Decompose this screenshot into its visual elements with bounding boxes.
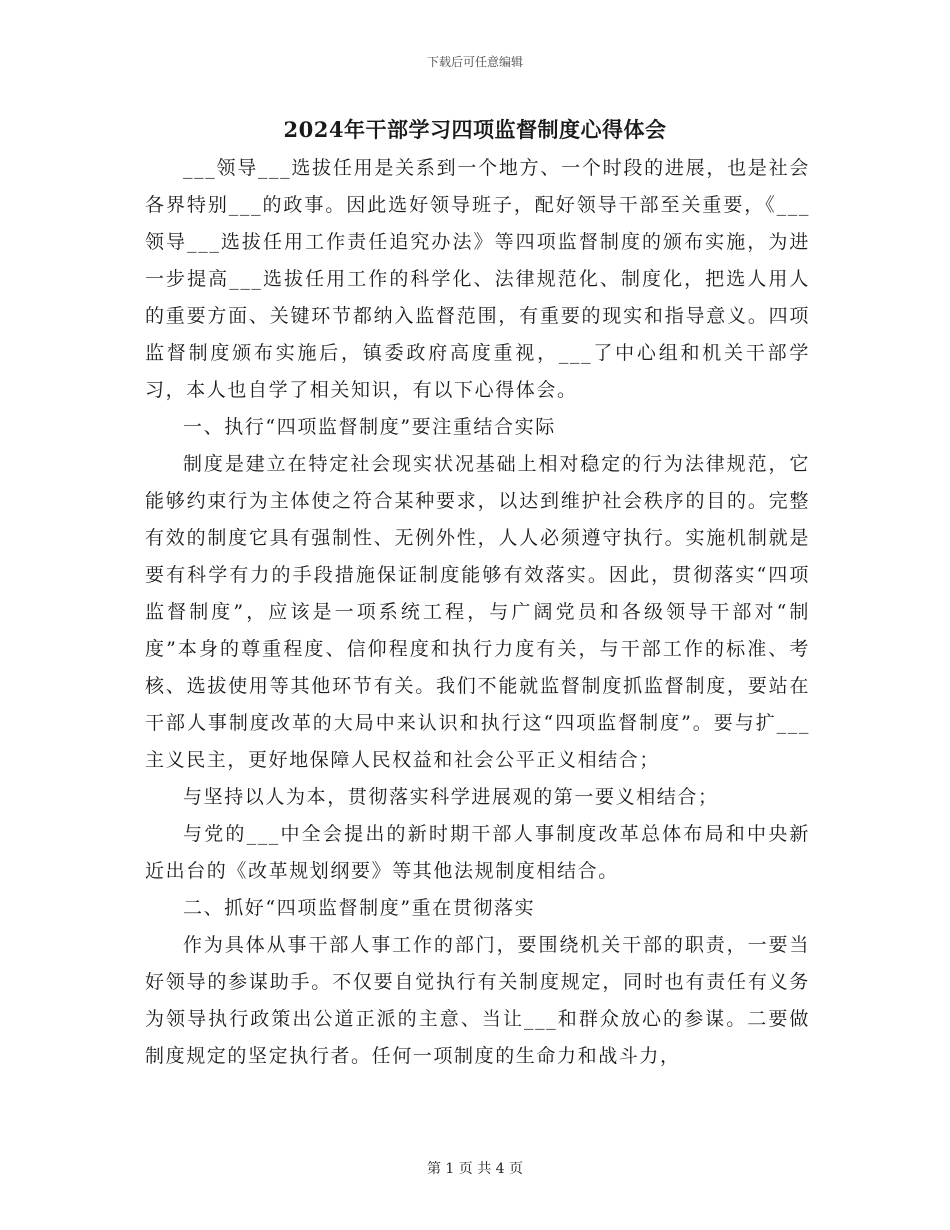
paragraph-section-1-point-2: 与坚持以人为本，贯彻落实科学进展观的第一要义相结合； [183,786,719,808]
section-heading-2: 二、抓好“四项监督制度”重在贯彻落实 [183,897,536,919]
paragraph-section-2: 作为具体从事干部人事工作的部门，要围绕机关干部的职责，一要当好领导的参谋助手。不仅要自觉执行有关制度规定，同时也有责任有义务为领导执行政策出公道正派的主意、当让___和群众放心的参谋。二要做制度规定的坚定执行者。任何一项制度的生命力和战斗力， [145,934,810,1067]
document-body [145,150,810,1075]
paragraph-section-1: 制度是建立在特定社会现实状况基础上相对稳定的行为法律规范，它能够约束行为主体使之符合某种要求，以达到维护社会秩序的目的。完整有效的制度它具有强制性、无例外性，人人必须遵守执行。实施机制就是要有科学有力的手段措施保证制度能够有效落实。因此，贯彻落实“四项监督制度”，应该是一项系统工程，与广阔党员和各级领导干部对“制度”本身的尊重程度、信仰程度和执行力度有关，与干部工作的标准、考核、选拔使用等其他环节有关。我们不能就监督制度抓监督制度，要站在干部人事制度改革的大局中来认识和执行这“四项监督制度”。要与扩___主义民主，更好地保障人民权益和社会公平正义相结合； [145,453,810,771]
paragraph-section-1-point-3: 与党的___中全会提出的新时期干部人事制度改革总体布局和中央新近出台的《改革规划纲要》等其他法规制度相结合。 [145,823,810,882]
section-heading-1: 一、执行“四项监督制度”要注重结合实际 [183,416,556,438]
page-number: 第 1 页 共 4 页 [426,1161,524,1177]
paragraph-intro: ___领导___选拔任用是关系到一个地方、一个时段的进展，也是社会各界特别___的政事。因此选好领导班子，配好领导干部至关重要，《___领导___选拔任用工作责任追究办法》等四项监督制度的颁布实施，为进一步提高___选拔任用工作的科学化、法律规范化、制度化，把选人用人的重要方面、关键环节都纳入监督范围，有重要的现实和指导意义。四项监督制度颁布实施后，镇委政府高度重视，___了中心组和机关干部学习，本人也自学了相关知识，有以下心得体会。 [145,157,810,401]
page-header-note: 下载后可任意编辑 [426,55,523,69]
document-title: 2024年干部学习四项监督制度心得体会 [283,117,667,142]
